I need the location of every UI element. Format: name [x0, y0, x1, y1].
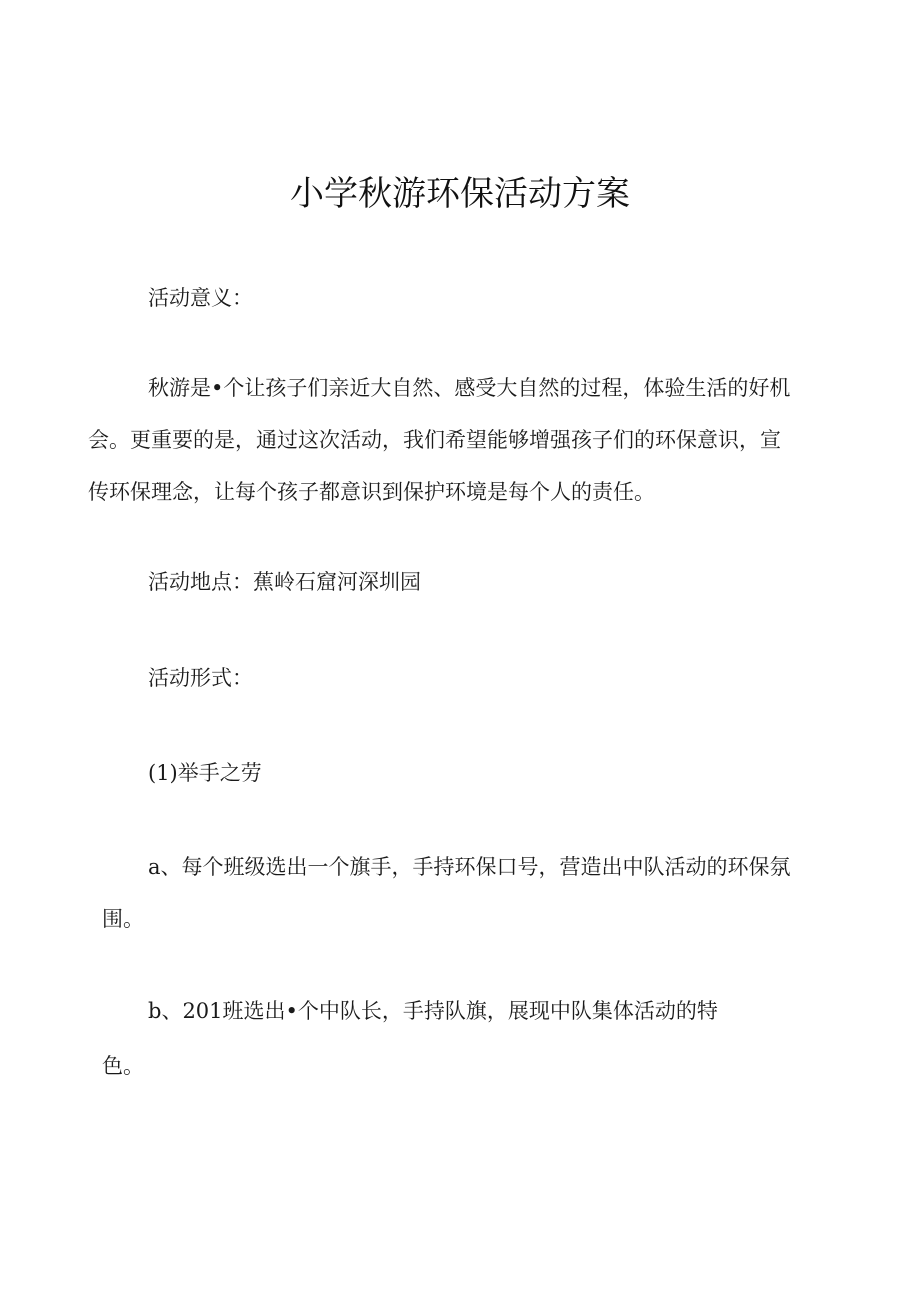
paragraph-item-a	[102, 841, 791, 945]
paragraph-line: 围。	[102, 907, 144, 931]
section-heading-form: 活动形式：	[148, 666, 253, 690]
paragraph-line: 会。更重要的是，通过这次活动，我们希望能够增强孩子们的环保意识，宣	[88, 428, 781, 452]
paragraph-line: 传环保理念，让每个孩子都意识到保护环境是每个人的责任。	[88, 480, 655, 504]
paragraph-line: a、每个班级选出一个旗手，手持环保口号，营造出中队活动的环保氛	[148, 855, 791, 879]
section-heading-significance: 活动意义：	[148, 286, 253, 310]
item-heading-1: (1)举手之劳	[148, 761, 262, 785]
item-b-line: b、201班选出•个中队长，手持队旗，展现中队集体活动的特	[148, 999, 718, 1023]
location-line: 活动地点：蕉岭石窟河深圳园	[148, 570, 421, 594]
page-title: 小学秋游环保活动方案	[290, 174, 630, 214]
paragraph-significance	[88, 362, 791, 518]
item-b-continuation: 色。	[102, 1054, 144, 1078]
paragraph-line: 秋游是•个让孩子们亲近大自然、感受大自然的过程，体验生活的好机	[148, 376, 791, 400]
